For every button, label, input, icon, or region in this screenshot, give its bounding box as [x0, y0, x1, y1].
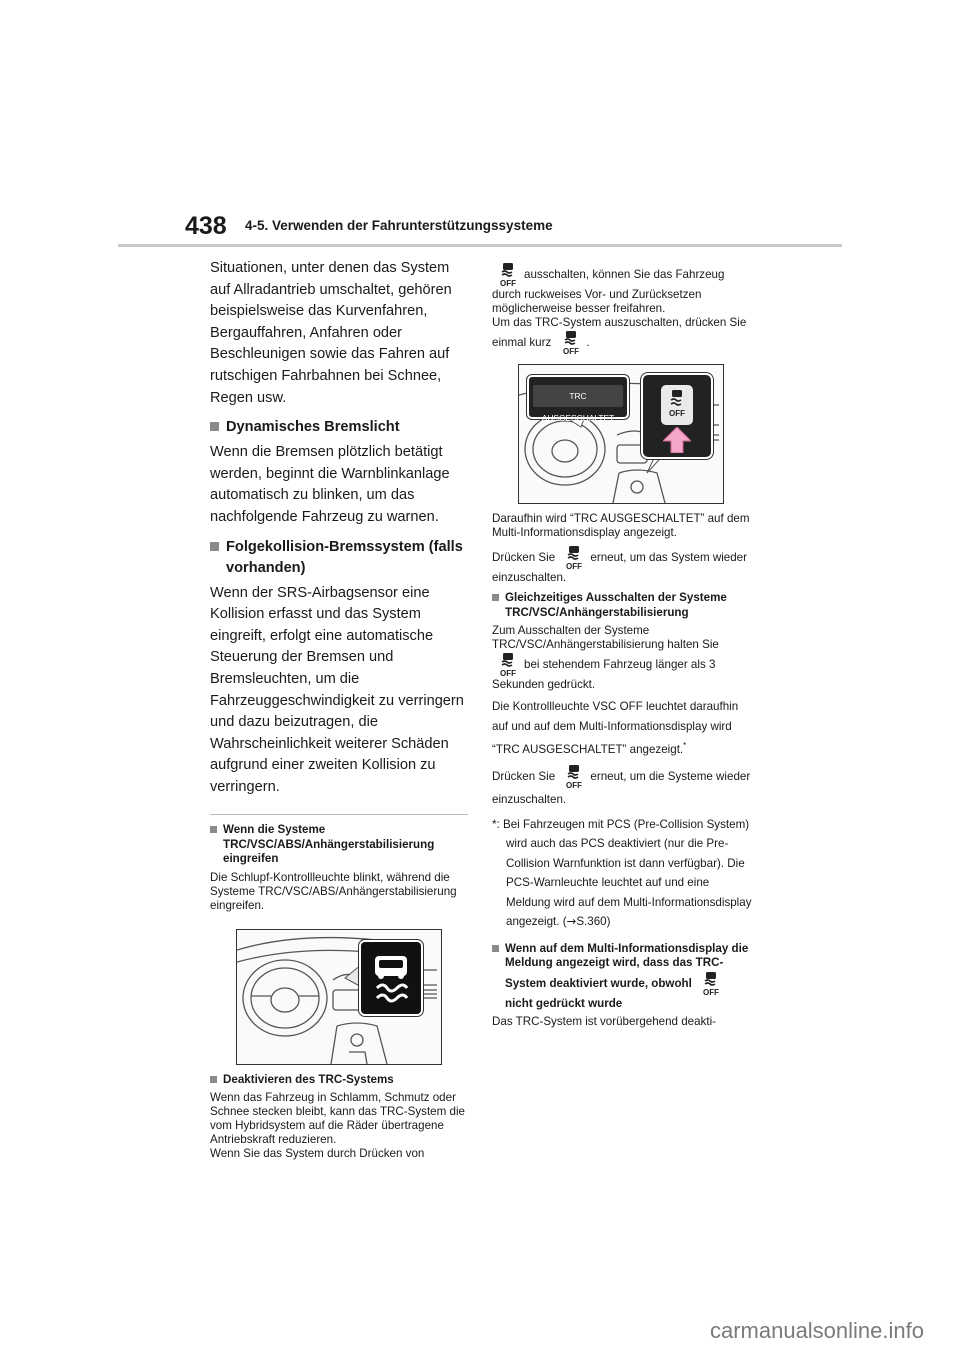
trc-off-icon — [559, 330, 583, 356]
dashboard-trc-button-illustration — [518, 364, 724, 504]
slip-indicator-icon — [361, 942, 421, 1014]
paragraph-simultaneous-off-2: bei stehendem Fahrzeug länger als 3 Sekunden gedrückt. — [492, 658, 716, 691]
page-reference-link[interactable]: S.360 — [576, 915, 607, 929]
heading-trc-deactivated-message-end: nicht gedrückt wurde — [505, 996, 623, 1010]
paragraph-secondary-collision-brake: Wenn der SRS-Airbagsensor eine Kollision erfasst und das System eingreift, erfolgt eine automatische Steuerung der Bremsen und Bremsleuchten, um die Fahrzeuggeschwindigkeit zu verringern und dazu beizutragen, die Wahrscheinlichkeit weiterer Schäden aufgrund einer zweiten Kollision zu verringern. — [210, 584, 464, 795]
paragraph-trc-temporarily-off: Das TRC-System ist vorübergehend deakti- — [492, 1015, 717, 1029]
header-divider — [118, 244, 842, 247]
footnote-text: Bei Fahrzeugen mit PCS (Pre-Collision System) wird auch das PCS deaktiviert (nur die Pre-Collision Warnfunktion ist dann verfügbar). Die PCS-Warnleuchte leuchtet auf und eine Meldung wird auf dem Multi-Informationsdisplay angezeigt. — [502, 817, 752, 929]
paragraph-deactivate-trc: Wenn das Fahrzeug in Schlamm, Schmutz oder Schnee stecken bleibt, kann das TRC-System die vom Hybridsystem auf die Räder übertragene Antriebskraft reduzieren. — [210, 1091, 465, 1147]
trc-off-icon-label: OFF — [500, 279, 516, 288]
heading-secondary-collision-brake: Folgekollision-Bremssystem (falls vorhanden) — [210, 537, 470, 579]
trc-off-icon — [496, 262, 520, 288]
trc-off-icon-label: OFF — [703, 987, 720, 997]
paragraph-systems-intervene: Die Schlupf-Kontrollleuchte blinkt, während die Systeme TRC/VSC/ABS/Anhängerstabilisierung eingreifen. — [210, 870, 457, 912]
heading-trc-deactivated-message-text: Wenn auf dem Multi-Informationsdisplay die Meldung angezeigt wird, dass das TRC-System deaktiviert wurde, obwohl — [505, 941, 749, 990]
watermark: carmanualsonline.info — [709, 1318, 924, 1343]
paragraph-press-again-1-end: erneut, um das System wieder einzuschalten. — [492, 551, 747, 584]
trc-off-icon-label: OFF — [566, 562, 583, 571]
trc-off-icon-label: OFF — [566, 781, 583, 791]
page-number: 438 — [185, 212, 227, 240]
trc-off-icon-label: OFF — [669, 409, 685, 418]
trc-off-icon-label: OFF — [500, 669, 516, 678]
trc-off-display-callout — [527, 375, 629, 423]
paragraph-trc-cont-1: ausschalten, können Sie das Fahrzeug durch ruckweises Vor- und Zurücksetzen möglicherweise besser freifahren. — [492, 268, 725, 315]
paragraph-deactivate-trc-2: Wenn Sie das System durch Drücken von — [210, 1147, 425, 1161]
trc-off-display-screen — [533, 385, 623, 423]
dashboard-slip-illustration — [236, 929, 442, 1065]
intro-paragraph: Situationen, unter denen das System auf Allradantrieb umschaltet, gehören beispielsweise das Kurvenfahren, Bergauffahren, Anfahren oder Beschleunigen sowie das Fahren auf rutschigen Fahrbahnen bei Schnee, Regen usw. — [210, 260, 452, 406]
trc-off-display-label: TRC AUSGESCHALTET — [541, 391, 615, 423]
paragraph-trc-cont-2: Um das TRC-System auszuschalten, drücken Sie einmal kurz — [492, 316, 747, 350]
paragraph-simultaneous-off-1: Zum Ausschalten der Systeme TRC/VSC/Anhängerstabilisierung halten Sie — [492, 624, 719, 651]
heading-trc-deactivated-message — [492, 942, 754, 1012]
paragraph-trc-cont-2-end: . — [586, 336, 590, 350]
footnote: *: Bei Fahrzeugen mit PCS (Pre-Collision System) wird auch das PCS deaktiviert (nur die Pre-Collision Warnfunktion ist dann verfügbar). Die PCS-Warnleuchte leuchtet auf und eine Meldung wird auf dem Multi-Informationsdisplay angezeigt. (→S.360) — [492, 817, 752, 929]
trc-off-icon — [496, 652, 520, 678]
footnote-mark: *: — [492, 817, 500, 831]
footnote-marker: * — [683, 741, 687, 750]
paragraph-trc-off-displayed: Daraufhin wird “TRC AUSGESCHALTET” auf dem Multi-Informationsdisplay angezeigt. — [492, 512, 750, 539]
paragraph-press-again-2-end: erneut, um die Systeme wieder einzuschalten. — [492, 770, 751, 807]
trc-off-icon — [661, 385, 693, 425]
trc-off-button-callout — [641, 373, 713, 459]
trc-off-icon — [699, 971, 723, 997]
press-arrow-icon — [663, 427, 691, 453]
paragraph-press-again-2: Drücken Sie — [492, 770, 556, 784]
paragraph-press-again-1: Drücken Sie — [492, 551, 556, 565]
section-title: 4-5. Verwenden der Fahrunterstützungssysteme — [245, 218, 553, 233]
trc-off-icon-label: OFF — [562, 347, 579, 356]
trc-off-icon — [562, 545, 586, 571]
reference-arrow-icon: → — [566, 914, 577, 929]
paragraph-vsc-off-indicator: Die Kontrollleuchte VSC OFF leuchtet daraufhin auf und auf dem Multi-Informationsdisplay wird “TRC AUSGESCHALTET” angezeigt. — [492, 700, 739, 756]
heading-simultaneous-off: Gleichzeitiges Ausschalten der Systeme TRC/VSC/Anhängerstabilisierung — [492, 591, 754, 620]
trc-off-button[interactable] — [661, 385, 693, 425]
right-column — [492, 262, 754, 1034]
heading-dynamic-brake-light: Dynamisches Bremslicht — [210, 417, 470, 438]
section-divider — [210, 814, 468, 815]
heading-systems-intervene: Wenn die Systeme TRC/VSC/ABS/Anhängerstabilisierung eingreifen — [210, 823, 470, 867]
slip-indicator-callout — [359, 940, 423, 1016]
heading-deactivate-trc: Deaktivieren des TRC-Systems — [210, 1073, 470, 1088]
trc-off-icon — [562, 764, 586, 790]
left-column — [210, 258, 470, 1166]
paragraph-dynamic-brake-light: Wenn die Bremsen plötzlich betätigt werden, beginnt die Warnblinkanlage automatisch zu blinken, um das nachfolgende Fahrzeug zu warnen. — [210, 444, 450, 525]
